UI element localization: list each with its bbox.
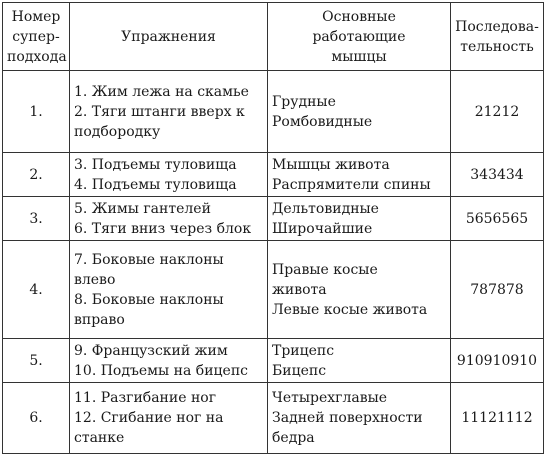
exercise-cell: 11. Разгибание ног 12. Сгибание ног на станке bbox=[70, 383, 268, 454]
table-row bbox=[3, 197, 544, 241]
muscles-cell: Мышцы живота Распрямители спины bbox=[268, 153, 451, 197]
header-sequence: Последова- тельность bbox=[451, 3, 544, 71]
sequence-cell: 5656565 bbox=[451, 197, 544, 241]
superset-number: 2. bbox=[3, 153, 70, 197]
sequence-cell: 910910910 bbox=[451, 339, 544, 383]
header-number: Номер супер- подхода bbox=[3, 3, 70, 71]
muscles-cell: Правые косые живота Левые косые живота bbox=[268, 241, 451, 339]
superset-number: 4. bbox=[3, 241, 70, 339]
sequence-cell: 21212 bbox=[451, 71, 544, 153]
table-row bbox=[3, 241, 544, 339]
superset-table bbox=[2, 2, 544, 454]
superset-number: 1. bbox=[3, 71, 70, 153]
muscles-cell: Грудные Ромбовидные bbox=[268, 71, 451, 153]
sequence-cell: 343434 bbox=[451, 153, 544, 197]
muscles-cell: Трицепс Бицепс bbox=[268, 339, 451, 383]
table-row bbox=[3, 383, 544, 454]
muscles-cell: Дельтовидные Широчайшие bbox=[268, 197, 451, 241]
superset-number: 6. bbox=[3, 383, 70, 454]
sequence-cell: 11121112 bbox=[451, 383, 544, 454]
muscles-cell: Четырехглавые Задней поверхности бедра bbox=[268, 383, 451, 454]
table-row bbox=[3, 71, 544, 153]
header-row bbox=[3, 3, 544, 71]
exercise-cell: 3. Подъемы туловища 4. Подъемы туловища bbox=[70, 153, 268, 197]
header-exercises: Упражнения bbox=[70, 3, 268, 71]
exercise-cell: 7. Боковые наклоны влево 8. Боковые наклоны вправо bbox=[70, 241, 268, 339]
table-row bbox=[3, 153, 544, 197]
superset-number: 3. bbox=[3, 197, 70, 241]
superset-number: 5. bbox=[3, 339, 70, 383]
exercise-cell: 9. Французский жим 10. Подъемы на бицепс bbox=[70, 339, 268, 383]
sequence-cell: 787878 bbox=[451, 241, 544, 339]
exercise-cell: 5. Жимы гантелей 6. Тяги вниз через блок bbox=[70, 197, 268, 241]
header-muscles: Основные работающие мышцы bbox=[268, 3, 451, 71]
table-row bbox=[3, 339, 544, 383]
exercise-cell: 1. Жим лежа на скамье 2. Тяги штанги вверх к подбородку bbox=[70, 71, 268, 153]
